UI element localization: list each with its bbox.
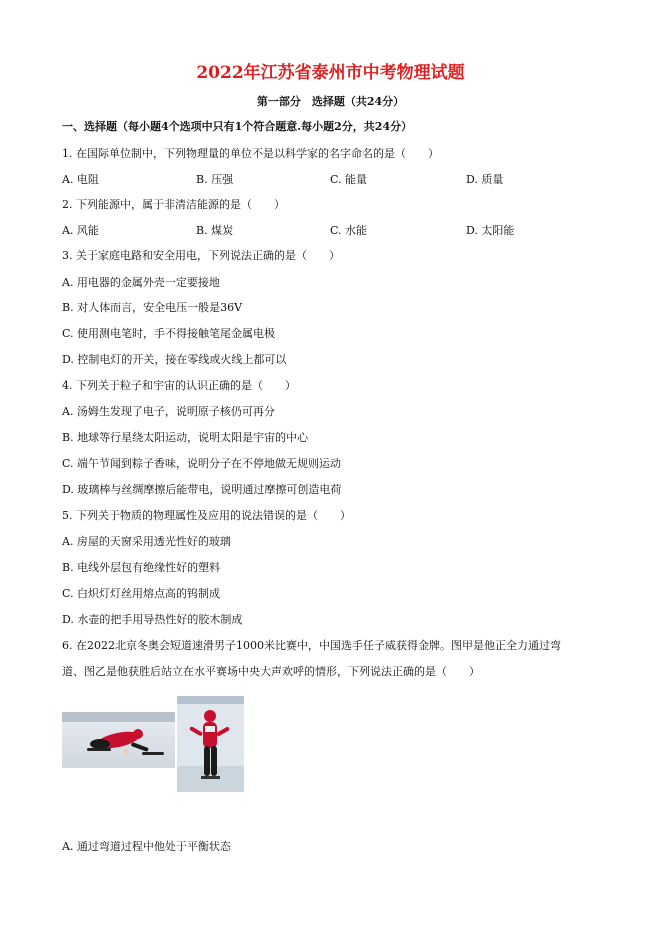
- q3-option-a: A. 用电器的金属外壳一定要接地: [62, 276, 220, 289]
- section-heading: 一、选择题（每小题4个选项中只有1个符合题意.每小题2分，共24分）: [62, 120, 413, 133]
- q2-option-a: A. 风能: [62, 224, 99, 237]
- q5-option-a: A. 房屋的天窗采用透光性好的玻璃: [62, 535, 231, 548]
- q1-option-a: A. 电阻: [62, 173, 99, 186]
- q5-option-d: D. 水壶的把手用导热性好的胶木制成: [62, 613, 243, 626]
- q2-option-b: B. 煤炭: [196, 224, 234, 237]
- q2-option-d: D. 太阳能: [466, 224, 515, 237]
- q2-option-c: C. 水能: [330, 224, 368, 237]
- question-3-stem: 3. 关于家庭电路和安全用电，下列说法正确的是（ ）: [62, 249, 340, 262]
- q6-option-a: A. 通过弯道过程中他处于平衡状态: [62, 840, 231, 853]
- q1-option-d: D. 质量: [466, 173, 504, 186]
- q3-option-c: C. 使用测电笔时，手不得接触笔尾金属电极: [62, 327, 276, 340]
- q4-option-d: D. 玻璃棒与丝绸摩擦后能带电，说明通过摩擦可创造电荷: [62, 483, 342, 496]
- question-2-stem: 2. 下列能源中，属于非清洁能源的是（ ）: [62, 198, 285, 211]
- page-title: 2022年江苏省泰州市中考物理试题: [196, 63, 465, 83]
- question-6-stem-continued: 道、图乙是他获胜后站立在水平赛场中央大声欢呼的情形，下列说法正确的是（ ）: [62, 665, 480, 678]
- q3-option-d: D. 控制电灯的开关，接在零线或火线上都可以: [62, 353, 287, 366]
- q4-option-c: C. 端午节闻到粽子香味，说明分子在不停地做无规则运动: [62, 457, 342, 470]
- q1-option-b: B. 压强: [196, 173, 234, 186]
- question-4-stem: 4. 下列关于粒子和宇宙的认识正确的是（ ）: [62, 379, 296, 392]
- q5-option-c: C. 白炽灯灯丝用熔点高的钨制成: [62, 587, 221, 600]
- q1-option-c: C. 能量: [330, 173, 368, 186]
- figure-skater-cheering: [177, 696, 244, 792]
- question-1-stem: 1. 在国际单位制中，下列物理量的单位不是以科学家的名字命名的是（ ）: [62, 147, 439, 160]
- q4-option-b: B. 地球等行星绕太阳运动，说明太阳是宇宙的中心: [62, 431, 309, 444]
- q4-option-a: A. 汤姆生发现了电子，说明原子核仍可再分: [62, 405, 275, 418]
- question-5-stem: 5. 下列关于物质的物理属性及应用的说法错误的是（ ）: [62, 509, 351, 522]
- question-6-stem: 6. 在2022北京冬奥会短道速滑男子1000米比赛中，中国选手任子威获得金牌。图甲是他正全力通过弯: [62, 639, 561, 652]
- q3-option-b: B. 对人体而言，安全电压一般是36V: [62, 301, 243, 314]
- part-heading: 第一部分 选择题（共24分）: [256, 95, 405, 108]
- figure-skater-cornering: [62, 712, 175, 768]
- q5-option-b: B. 电线外层包有绝缘性好的塑料: [62, 561, 221, 574]
